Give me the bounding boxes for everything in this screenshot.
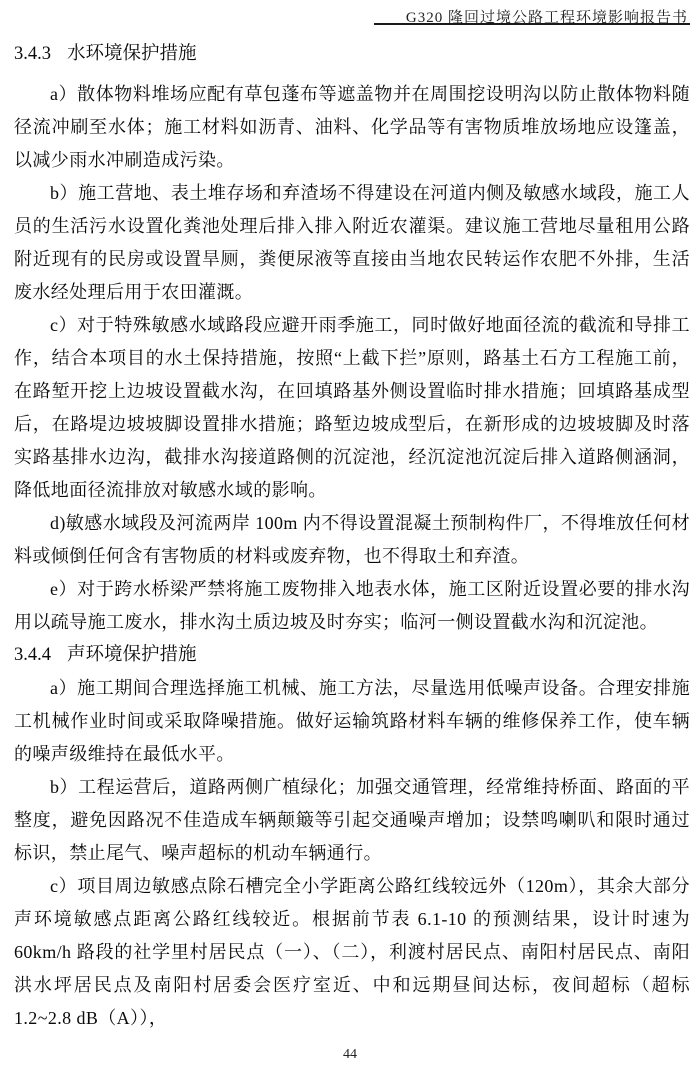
paragraph: c）对于特殊敏感水域路段应避开雨季施工，同时做好地面径流的截流和导排工作，结合本项目的水土保持措施，按照“上截下拦”原则，路基土石方工程施工前，在路堑开挖上边坡设置截水沟，在回填路基外侧设置临时排水措施；回填路基成型后，在路堤边坡坡脚设置排水措施；路堑边坡成型后，在新形成的边坡坡脚及时落实路基排水边沟，截排水沟接道路侧的沉淀池，经沉淀池沉淀后排入道路侧涵洞，降低地面径流排放对敏感水域的影响。: [14, 315, 690, 500]
paragraph: e）对于跨水桥梁严禁将施工废物排入地表水体，施工区附近设置必要的排水沟用以疏导施工废水，排水沟土质边坡及时夯实；临河一侧设置截水沟和沉淀池。: [14, 579, 690, 632]
page-content: [14, 38, 690, 1035]
paragraph: c）项目周边敏感点除石槽完全小学距离公路红线较远外（120m），其余大部分声环境敏感点距离公路红线较近。根据前节表 6.1-10 的预测结果，设计时速为 60km/h 路段的社学里村居民点（一）、（二），利渡村居民点、南阳村居民点、南阳洪水坪居民点及南阳村居委会医疗室近、中和远期昼间达标，夜间超标（超标 1.2~2.8 dB（A）），: [14, 876, 690, 1028]
section-heading-3-4-3: [14, 38, 690, 71]
section-number: 3.4.4: [14, 645, 51, 665]
paragraph: a）施工期间合理选择施工机械、施工方法，尽量选用低噪声设备。合理安排施工机械作业时间或采取降噪措施。做好运输筑路材料车辆的维修保养工作，使车辆的噪声级维持在最低水平。: [14, 678, 690, 764]
paragraph: d)敏感水域段及河流两岸 100m 内不得设置混凝土预制构件厂，不得堆放任何材料或倾倒任何含有害物质的材料或废弃物，也不得取土和弃渣。: [14, 513, 690, 566]
section-title: 水环境保护措施: [67, 44, 197, 64]
paragraph: b）工程运营后，道路两侧广植绿化；加强交通管理，经常维持桥面、路面的平整度，避免因路况不佳造成车辆颠簸等引起交通噪声增加；设禁鸣喇叭和限时通过标识，禁止尾气、噪声超标的机动车辆通行。: [14, 777, 690, 863]
header-rule: [374, 23, 690, 25]
running-header-title: G320 隆回过境公路工程环境影响报告书: [405, 10, 688, 26]
paragraph: b）施工营地、表土堆存场和弃渣场不得建设在河道内侧及敏感水域段，施工人员的生活污水设置化粪池处理后排入排入附近农灌渠。建议施工营地尽量租用公路附近现有的民房或设置旱厕，粪便尿液等直接由当地农民转运作农肥不外排，生活废水经处理后用于农田灌溉。: [14, 183, 690, 302]
section-number: 3.4.3: [14, 44, 51, 64]
paragraph: a）散体物料堆场应配有草包蓬布等遮盖物并在周围挖设明沟以防止散体物料随径流冲刷至水体；施工材料如沥青、油料、化学品等有害物质堆放场地应设篷盖，以减少雨水冲刷造成污染。: [14, 84, 690, 170]
section-title: 声环境保护措施: [67, 645, 197, 665]
section-heading-3-4-4: [14, 639, 690, 672]
page-number: 44: [343, 1047, 357, 1062]
